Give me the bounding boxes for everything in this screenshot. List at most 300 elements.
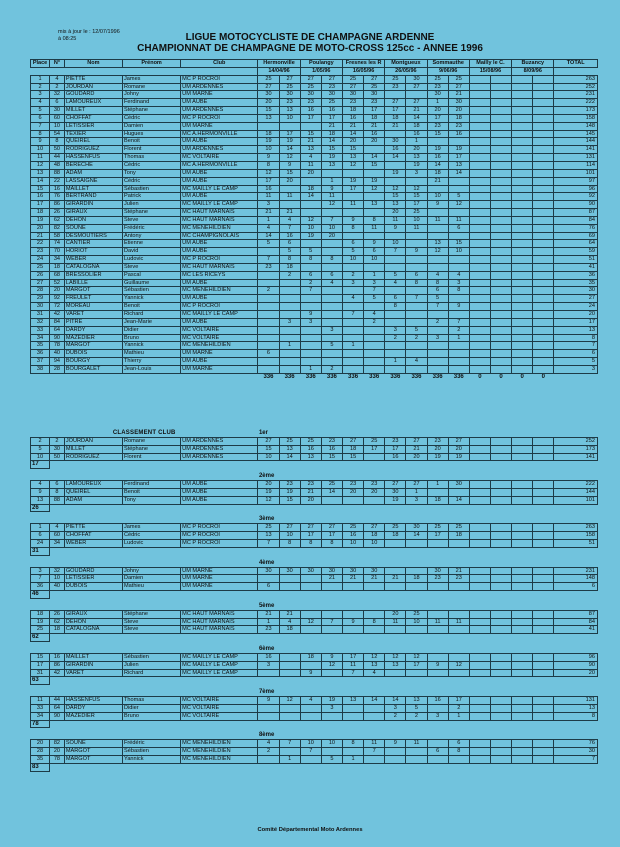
score-cell: 21 <box>448 91 469 99</box>
score-cell <box>512 748 533 756</box>
score-cell <box>364 350 385 358</box>
place-cell: 9 <box>31 488 50 496</box>
name-cell: PIETTE <box>64 524 122 532</box>
number-cell: 20 <box>50 287 65 295</box>
score-cell <box>512 209 533 217</box>
score-cell: 27 <box>258 438 279 446</box>
total-cell: 7 <box>554 755 598 763</box>
score-cell <box>406 263 427 271</box>
club-member-row <box>31 610 598 618</box>
score-cell: 25 <box>427 75 448 83</box>
score-cell <box>385 287 406 295</box>
table-row <box>31 318 598 326</box>
score-cell <box>469 114 490 122</box>
score-cell <box>490 481 511 489</box>
score-cell: 13 <box>279 445 300 453</box>
score-cell <box>533 75 554 83</box>
score-cell: 30 <box>406 75 427 83</box>
score-cell: 2 <box>427 318 448 326</box>
venue-name: Mailly le C. <box>469 60 511 68</box>
place-cell: 14 <box>31 177 50 185</box>
score-cell: 21 <box>321 575 342 583</box>
place-cell: 4 <box>31 481 50 489</box>
score-cell: 19 <box>279 488 300 496</box>
total-cell: 97 <box>554 177 598 185</box>
score-cell <box>364 209 385 217</box>
club-sum-row <box>31 634 598 642</box>
score-cell <box>385 350 406 358</box>
club-cell: MC VOLTAIRE <box>181 704 258 712</box>
score-cell <box>490 567 511 575</box>
score-cell <box>427 326 448 334</box>
score-cell: 16 <box>427 697 448 705</box>
club-cell: UM MARNE <box>181 575 258 583</box>
total-cell: 114 <box>554 161 598 169</box>
name-cell: HORIOT <box>64 248 122 256</box>
score-cell <box>533 146 554 154</box>
name-cell: BRESSOLIER <box>64 271 122 279</box>
score-cell <box>533 496 554 504</box>
table-row <box>31 365 598 373</box>
score-cell: 7 <box>406 295 427 303</box>
score-cell: 4 <box>258 740 279 748</box>
score-cell: 27 <box>342 83 363 91</box>
footer-committee: Comité Départemental Moto Ardennes <box>257 827 363 833</box>
score-cell: 5 <box>321 342 342 350</box>
score-cell: 21 <box>258 209 279 217</box>
total-cell: 24 <box>554 303 598 311</box>
score-cell <box>533 91 554 99</box>
score-cell: 11 <box>427 216 448 224</box>
score-cell: 15 <box>300 130 321 138</box>
score-cell <box>533 326 554 334</box>
score-cell: 3 <box>321 704 342 712</box>
total-cell: 158 <box>554 114 598 122</box>
header-club: Club <box>181 60 258 68</box>
score-cell <box>512 287 533 295</box>
total-cell: 96 <box>554 653 598 661</box>
score-cell <box>427 488 448 496</box>
score-cell: 12 <box>406 185 427 193</box>
firstname-cell: Steve <box>123 216 181 224</box>
score-cell <box>342 209 363 217</box>
number-cell: 68 <box>50 271 65 279</box>
table-row <box>31 193 598 201</box>
number-cell: 74 <box>50 240 65 248</box>
score-cell <box>512 83 533 91</box>
score-cell: 3 <box>427 334 448 342</box>
score-cell: 12 <box>364 653 385 661</box>
club-cell: UM AUBE <box>181 318 258 326</box>
score-cell: 18 <box>364 114 385 122</box>
firstname-cell: David <box>123 248 181 256</box>
club-cell: MC CHAMPIGNOLAIS <box>181 232 258 240</box>
score-cell: 15 <box>427 130 448 138</box>
score-cell <box>469 240 490 248</box>
score-cell: 1 <box>258 618 279 626</box>
score-cell <box>279 279 300 287</box>
score-cell <box>342 365 363 373</box>
column-total: 336 <box>369 373 380 380</box>
firstname-cell: Cédric <box>123 114 181 122</box>
score-cell: 13 <box>279 107 300 115</box>
score-cell: 8 <box>364 216 385 224</box>
place-cell: 19 <box>31 618 50 626</box>
score-cell: 18 <box>342 107 363 115</box>
score-cell <box>512 661 533 669</box>
score-cell: 11 <box>364 740 385 748</box>
score-cell: 21 <box>427 177 448 185</box>
score-cell: 1 <box>258 216 279 224</box>
score-cell <box>490 240 511 248</box>
score-cell: 14 <box>279 146 300 154</box>
place-cell: 36 <box>31 583 50 591</box>
score-cell: 16 <box>258 653 279 661</box>
score-cell <box>406 256 427 264</box>
score-cell <box>364 342 385 350</box>
score-cell <box>469 130 490 138</box>
name-cell: DEHON <box>64 216 122 224</box>
score-cell: 1 <box>300 365 321 373</box>
number-cell: 54 <box>50 130 65 138</box>
score-cell <box>258 342 279 350</box>
table-row <box>31 83 598 91</box>
club-cell: UM ARDENNES <box>181 453 258 461</box>
number-cell: 72 <box>50 303 65 311</box>
score-cell <box>342 326 363 334</box>
score-cell: 27 <box>385 481 406 489</box>
score-cell: 1 <box>427 481 448 489</box>
name-cell: HASSENFUS <box>64 154 122 162</box>
score-cell <box>364 263 385 271</box>
club-cell: MC VOLTAIRE <box>181 334 258 342</box>
score-cell <box>258 311 279 319</box>
club-group-header <box>31 645 598 654</box>
score-cell <box>385 130 406 138</box>
score-cell: 2 <box>321 365 342 373</box>
club-group-rank: 2ème <box>258 473 275 480</box>
header-firstname: Prénom <box>123 60 181 68</box>
score-cell: 9 <box>364 240 385 248</box>
score-cell: 14 <box>279 453 300 461</box>
score-cell <box>406 287 427 295</box>
total-cell: 36 <box>554 271 598 279</box>
name-cell: FREULET <box>64 295 122 303</box>
score-cell <box>490 326 511 334</box>
score-cell <box>385 318 406 326</box>
total-cell: 87 <box>554 209 598 217</box>
score-cell: 21 <box>406 107 427 115</box>
number-cell: 90 <box>50 712 65 720</box>
number-cell: 86 <box>50 661 65 669</box>
score-cell <box>448 755 469 763</box>
name-cell: CHOFFAT <box>64 114 122 122</box>
score-cell: 10 <box>448 248 469 256</box>
score-cell <box>490 318 511 326</box>
name-cell: LASSAIGNE <box>64 177 122 185</box>
place-cell: 7 <box>31 122 50 130</box>
table-row <box>31 138 598 146</box>
score-cell <box>533 99 554 107</box>
score-cell: 21 <box>300 488 321 496</box>
score-cell <box>321 610 342 618</box>
score-cell <box>300 661 321 669</box>
place-cell: 23 <box>31 248 50 256</box>
score-cell: 27 <box>343 438 364 446</box>
score-cell: 9 <box>385 224 406 232</box>
score-cell <box>385 263 406 271</box>
total-cell: 20 <box>554 311 598 319</box>
score-cell: 20 <box>448 107 469 115</box>
score-cell: 1 <box>342 342 363 350</box>
name-cell: JOURDAN <box>64 438 122 446</box>
score-cell: 13 <box>300 146 321 154</box>
score-cell: 15 <box>279 496 300 504</box>
name-cell: WEBER <box>64 256 122 264</box>
total-cell: 263 <box>554 75 598 83</box>
total-cell: 263 <box>554 524 598 532</box>
club-sum-row <box>31 504 598 512</box>
number-cell: 26 <box>50 209 65 217</box>
club-cell: MC MAILLY LE CAMP <box>181 669 258 677</box>
score-cell <box>427 256 448 264</box>
name-cell: GIRAUX <box>64 610 122 618</box>
score-cell: 1 <box>448 334 469 342</box>
score-cell: 10 <box>258 146 279 154</box>
number-cell: 16 <box>50 185 65 193</box>
total-cell: 17 <box>554 318 598 326</box>
table-row <box>31 342 598 350</box>
score-cell <box>533 575 554 583</box>
score-cell: 6 <box>385 295 406 303</box>
score-cell: 2 <box>258 748 279 756</box>
number-cell: 62 <box>50 618 65 626</box>
club-member-row <box>31 488 598 496</box>
score-cell: 23 <box>300 99 321 107</box>
score-cell <box>406 567 427 575</box>
number-cell: 82 <box>50 740 65 748</box>
score-cell <box>364 712 385 720</box>
score-cell: 3 <box>448 279 469 287</box>
total-cell: 92 <box>554 193 598 201</box>
place-cell: 13 <box>31 496 50 504</box>
score-cell <box>279 201 300 209</box>
score-cell <box>533 697 554 705</box>
score-cell: 17 <box>258 177 279 185</box>
score-cell <box>448 488 469 496</box>
table-row <box>31 114 598 122</box>
score-cell: 6 <box>427 748 448 756</box>
score-cell <box>385 256 406 264</box>
score-cell <box>490 232 511 240</box>
score-cell <box>342 169 363 177</box>
column-total: 336 <box>284 373 295 380</box>
club-place-sum: 78 <box>31 720 50 728</box>
score-cell <box>258 365 279 373</box>
score-cell: 12 <box>427 248 448 256</box>
score-cell: 19 <box>427 453 448 461</box>
score-cell <box>448 295 469 303</box>
score-cell: 27 <box>258 83 279 91</box>
score-cell <box>490 138 511 146</box>
club-cell: MC P ROCROI <box>181 524 258 532</box>
score-cell <box>427 350 448 358</box>
score-cell <box>469 653 490 661</box>
score-cell <box>406 626 427 634</box>
number-cell: 50 <box>50 453 65 461</box>
score-cell <box>469 232 490 240</box>
score-cell: 18 <box>300 653 321 661</box>
score-cell: 23 <box>279 99 300 107</box>
name-cell: LAMOUREUX <box>64 99 122 107</box>
score-cell: 1 <box>427 99 448 107</box>
total-cell: 3 <box>554 365 598 373</box>
total-cell: 20 <box>554 669 598 677</box>
score-cell: 17 <box>364 445 385 453</box>
score-cell <box>490 583 511 591</box>
score-cell: 10 <box>300 740 321 748</box>
score-cell: 10 <box>406 618 427 626</box>
score-cell <box>321 209 342 217</box>
total-cell: 41 <box>554 626 598 634</box>
name-cell: DARDY <box>64 326 122 334</box>
club-group-rank: 1er <box>258 430 268 436</box>
header-number: N° <box>50 60 65 68</box>
place-cell: 26 <box>31 271 50 279</box>
firstname-cell: Hugues <box>123 130 181 138</box>
score-cell <box>469 342 490 350</box>
score-cell <box>469 161 490 169</box>
score-cell <box>490 350 511 358</box>
score-cell: 7 <box>279 224 300 232</box>
score-cell: 5 <box>427 295 448 303</box>
score-cell <box>448 653 469 661</box>
total-cell: 13 <box>554 326 598 334</box>
score-cell <box>512 740 533 748</box>
place-cell: 1 <box>31 524 50 532</box>
venue-name: Poulangy <box>300 60 342 68</box>
score-cell: 13 <box>300 453 321 461</box>
score-cell <box>364 610 385 618</box>
score-cell <box>406 232 427 240</box>
score-cell <box>512 303 533 311</box>
score-cell <box>512 610 533 618</box>
name-cell: LABILLE <box>64 279 122 287</box>
name-cell: SOUNE <box>64 224 122 232</box>
score-cell: 1 <box>321 177 342 185</box>
score-cell <box>533 311 554 319</box>
score-cell <box>469 453 490 461</box>
club-sum-row <box>31 590 598 598</box>
number-cell: 6 <box>50 481 65 489</box>
score-cell: 7 <box>258 256 279 264</box>
score-cell: 25 <box>300 83 321 91</box>
club-member-row <box>31 661 598 669</box>
score-cell <box>406 240 427 248</box>
score-cell <box>490 224 511 232</box>
place-cell: 35 <box>31 755 50 763</box>
name-cell: DUBOIS <box>64 350 122 358</box>
score-cell <box>490 287 511 295</box>
score-cell <box>469 567 490 575</box>
score-cell: 30 <box>258 567 279 575</box>
score-cell <box>469 496 490 504</box>
score-cell: 23 <box>364 99 385 107</box>
score-cell <box>342 318 363 326</box>
score-cell <box>469 755 490 763</box>
place-cell: 15 <box>31 185 50 193</box>
table-row <box>31 303 598 311</box>
score-cell <box>448 342 469 350</box>
club-cell: UM AUBE <box>181 248 258 256</box>
score-cell <box>490 279 511 287</box>
standings-body <box>31 75 598 380</box>
score-cell <box>469 107 490 115</box>
total-cell: 145 <box>554 130 598 138</box>
score-cell: 9 <box>342 216 363 224</box>
score-cell: 14 <box>448 169 469 177</box>
score-cell <box>258 334 279 342</box>
score-cell <box>469 201 490 209</box>
score-cell: 12 <box>258 496 279 504</box>
score-cell <box>427 209 448 217</box>
score-cell <box>343 626 364 634</box>
total-cell: 131 <box>554 697 598 705</box>
score-cell: 11 <box>448 216 469 224</box>
total-cell: 7 <box>554 342 598 350</box>
score-cell <box>512 618 533 626</box>
number-cell: 70 <box>50 248 65 256</box>
score-cell <box>300 350 321 358</box>
score-cell <box>469 358 490 366</box>
place-cell: 35 <box>31 342 50 350</box>
club-member-row <box>31 704 598 712</box>
score-cell <box>512 481 533 489</box>
score-cell <box>364 704 385 712</box>
score-cell: 15 <box>258 445 279 453</box>
score-cell <box>512 224 533 232</box>
score-cell <box>406 342 427 350</box>
score-cell <box>533 248 554 256</box>
total-cell: 64 <box>554 240 598 248</box>
name-cell: DEHON <box>64 618 122 626</box>
score-cell <box>469 185 490 193</box>
club-member-row <box>31 481 598 489</box>
club-ranking-title: CLASSEMENT CLUB <box>112 430 176 436</box>
score-cell <box>321 318 342 326</box>
score-cell: 11 <box>321 193 342 201</box>
club-cell: MC MAILLY LE CAMP <box>181 311 258 319</box>
score-cell <box>512 185 533 193</box>
club-cell: MC MAILLY LE CAMP <box>181 661 258 669</box>
score-cell: 6 <box>258 350 279 358</box>
column-total: 336 <box>411 373 422 380</box>
score-cell <box>533 303 554 311</box>
place-cell: 8 <box>31 130 50 138</box>
score-cell: 2 <box>448 326 469 334</box>
total-cell: 131 <box>554 154 598 162</box>
score-cell: 14 <box>321 488 342 496</box>
score-cell: 3 <box>321 326 342 334</box>
score-cell: 9 <box>321 653 342 661</box>
score-cell <box>490 248 511 256</box>
club-place-sum: 83 <box>31 763 50 771</box>
score-cell: 30 <box>321 567 342 575</box>
total-cell: 158 <box>554 532 598 540</box>
score-cell: 27 <box>406 99 427 107</box>
number-cell: 44 <box>50 697 65 705</box>
firstname-cell: Etienne <box>123 240 181 248</box>
